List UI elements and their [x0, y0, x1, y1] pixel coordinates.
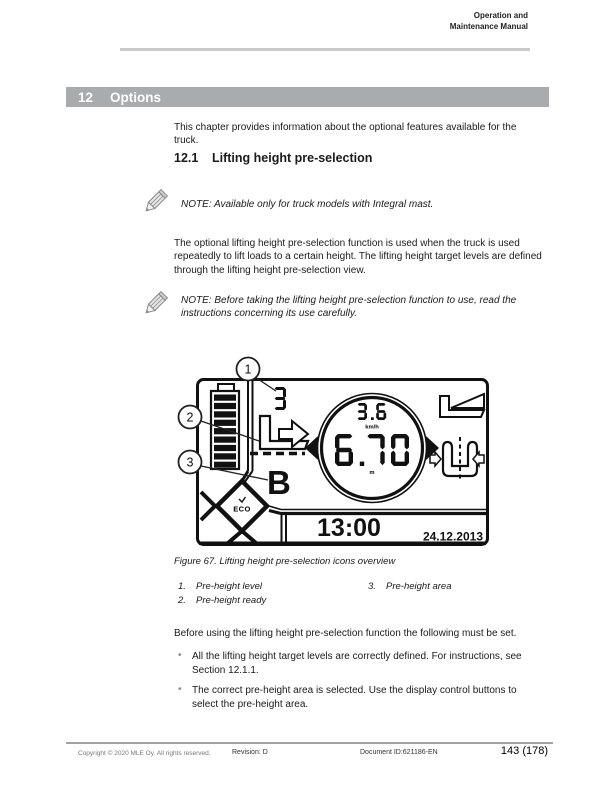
header-rule	[120, 48, 530, 51]
legend-1-number: 1.	[178, 581, 186, 592]
battery-gauge	[214, 395, 236, 468]
bullet-icon: •	[178, 650, 182, 661]
legend-2-label: Pre-height ready	[196, 595, 267, 606]
bullet-icon: •	[178, 684, 182, 695]
footer-page-number: 143 (178)	[500, 745, 548, 757]
legend-3-number: 3.	[368, 581, 376, 592]
header-title-line1: Operation and	[473, 11, 528, 20]
date-text: 24.12.2013	[422, 529, 483, 544]
speed-unit-label: km/h	[365, 424, 379, 431]
callout-1-number: 1	[244, 362, 252, 377]
section-heading	[174, 151, 372, 165]
callout-3-number: 3	[186, 455, 194, 470]
bullet-item-2: The correct pre-height area is selected. Use the display control buttons to select the pre-height area.	[192, 685, 517, 710]
legend-1-label: Pre-height level	[196, 581, 263, 592]
chapter-title: Options	[110, 89, 161, 105]
section-number: 12.1	[174, 151, 199, 165]
section-title: Lifting height pre-selection	[212, 151, 373, 165]
callout-2-number: 2	[186, 410, 194, 425]
footer-revision: Revision: D	[232, 749, 268, 756]
pencil-icon	[142, 189, 168, 219]
height-unit-label: m	[369, 470, 375, 476]
legend-3-label: Pre-height area	[386, 581, 452, 592]
chapter-heading-bar	[66, 87, 549, 107]
header-title-line2: Maintenance Manual	[449, 22, 528, 31]
pencil-icon	[142, 291, 168, 321]
intro-paragraph: This chapter provides information about the optional features available for the truck.	[174, 122, 517, 147]
pre-height-area-letter: B	[267, 464, 291, 501]
bullet-item-1: All the lifting height target levels are correctly defined. For instructions, see Section 12.1.1.	[192, 651, 522, 676]
figure-caption: Figure 67. Lifting height pre-selection icons overview	[174, 556, 396, 567]
chapter-number: 12	[78, 89, 94, 105]
eco-label: ECO	[233, 504, 251, 514]
body-paragraph-1: The optional lifting height pre-selection function is used when the truck is used repeatedly to lift loads to a certain height. The lifting height target levels are defined through the lifting height pre-selection view.	[174, 238, 542, 276]
legend-2-number: 2.	[178, 595, 186, 606]
footer-document-id: Document ID:621186-EN	[360, 749, 438, 756]
body-paragraph-2: Before using the lifting height pre-selection function the following must be set.	[174, 628, 517, 639]
footer-rule	[66, 742, 553, 744]
note-text-1: NOTE: Available only for truck models with Integral mast.	[181, 199, 434, 210]
header-title	[450, 10, 528, 32]
time-text: 13:00	[317, 514, 381, 542]
display-figure	[168, 350, 500, 560]
footer-copyright: Copyright © 2020 MLE Oy. All rights reserved.	[78, 750, 211, 757]
note-text-2: NOTE: Before taking the lifting height pre-selection function to use, read the instructions concerning its use carefully.	[181, 295, 517, 320]
